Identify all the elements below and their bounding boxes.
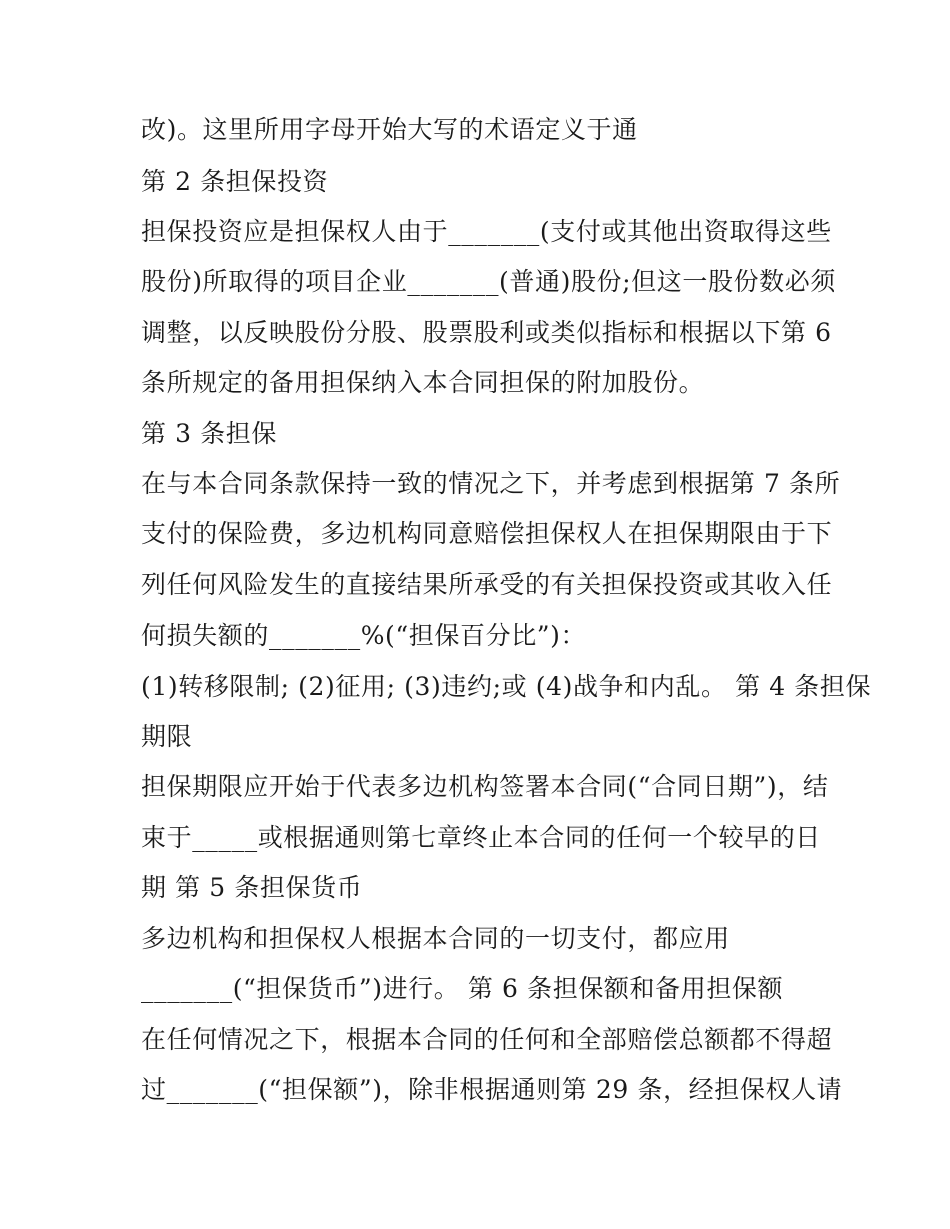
text-line: 在任何情况之下，根据本合同的任何和全部赔偿总额都不得超 [141,1025,833,1054]
text-line: 何损失额的_______%(“担保百分比”)： [141,621,587,650]
text-line: 在与本合同条款保持一致的情况之下，并考虑到根据第 7 条所 [141,469,841,498]
text-line: 束于_____或根据通则第七章终止本合同的任何一个较早的日 [141,823,821,852]
text-line: 改)。这里所用字母开始大写的术语定义于通 [141,115,638,144]
text-line: (1)转移限制; (2)征用; (3)违约;或 (4)战争和内乱。 第 4 条担保 [141,672,872,701]
text-line: 列任何风险发生的直接结果所承受的有关担保投资或其收入任 [141,570,833,599]
text-line: 期限 [141,722,193,751]
text-line: _______(“担保货币”)进行。 第 6 条担保额和备用担保额 [141,974,784,1003]
article-heading: 第 2 条担保投资 [141,167,329,196]
article-heading: 第 3 条担保 [141,419,277,448]
text-line: 支付的保险费，多边机构同意赔偿担保权人在担保期限由于下 [141,519,833,548]
text-line: 股份)所取得的项目企业_______(普通)股份;但这一股份数必须 [141,267,836,296]
text-line: 担保投资应是担保权人由于_______(支付或其他出资取得这些 [141,217,832,246]
text-line: 过_______(“担保额”)，除非根据通则第 29 条，经担保权人请 [141,1075,843,1104]
text-line: 期 第 5 条担保货币 [141,873,363,902]
text-line: 调整，以反映股份分股、股票股利或类似指标和根据以下第 6 [141,318,832,347]
text-line: 条所规定的备用担保纳入本合同担保的附加股份。 [141,368,705,397]
text-line: 多边机构和担保权人根据本合同的一切支付，都应用 [141,924,730,953]
text-line: 担保期限应开始于代表多边机构签署本合同(“合同日期”)，结 [141,772,829,801]
